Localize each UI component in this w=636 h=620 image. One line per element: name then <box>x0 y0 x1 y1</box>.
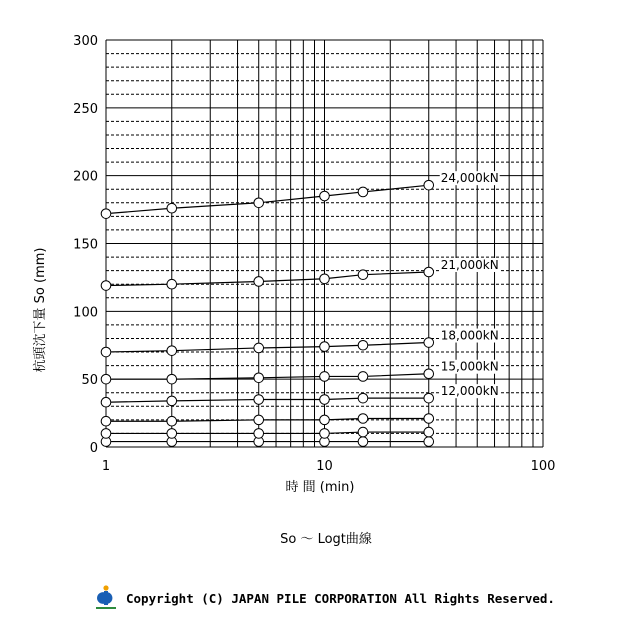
series-group <box>101 171 499 446</box>
series-line <box>106 419 429 422</box>
series-label: 15,000kN <box>440 359 499 374</box>
data-point <box>167 346 177 356</box>
data-point <box>358 437 368 447</box>
data-point <box>167 416 177 426</box>
data-point <box>358 340 368 350</box>
data-point <box>101 209 111 219</box>
chart-subtitle: So ～ Logt曲線 <box>280 532 372 547</box>
data-point <box>424 267 434 277</box>
data-point <box>424 338 434 348</box>
data-point <box>254 429 264 439</box>
data-point <box>424 180 434 190</box>
data-point <box>320 274 330 284</box>
data-point <box>254 373 264 383</box>
data-point <box>101 429 111 439</box>
data-point <box>254 415 264 425</box>
x-tick-label: 100 <box>530 459 556 474</box>
data-point <box>320 429 330 439</box>
data-point <box>167 374 177 384</box>
data-point <box>101 416 111 426</box>
data-point <box>167 429 177 439</box>
data-point <box>358 393 368 403</box>
jpc-logo-icon <box>94 585 118 611</box>
data-point <box>424 393 434 403</box>
footer <box>94 584 555 612</box>
data-point <box>101 347 111 357</box>
y-tick-label: 250 <box>73 101 98 117</box>
data-point <box>358 372 368 382</box>
data-point <box>101 374 111 384</box>
data-point <box>254 343 264 353</box>
data-point <box>358 414 368 424</box>
data-point <box>424 427 434 437</box>
copyright-text: Copyright (C) JAPAN PILE CORPORATION All Rights Reserved. <box>126 590 555 606</box>
data-point <box>424 369 434 379</box>
y-tick-label: 300 <box>73 34 98 49</box>
data-point <box>358 270 368 280</box>
data-point <box>320 395 330 405</box>
y-tick-label: 0 <box>89 441 98 456</box>
data-point <box>320 372 330 382</box>
data-point <box>101 397 111 407</box>
series-label: 18,000kN <box>440 328 499 343</box>
y-tick-label: 100 <box>73 305 98 321</box>
y-tick-label: 200 <box>73 169 98 185</box>
data-point <box>101 281 111 291</box>
series-label: 12,000kN <box>440 384 499 399</box>
series-line <box>106 343 429 352</box>
data-point <box>358 427 368 437</box>
x-axis-label: 時 間 (min) <box>285 480 355 495</box>
y-axis-label: 杭頭沈下量 So (mm) <box>33 247 48 373</box>
data-point <box>167 396 177 406</box>
data-point <box>254 198 264 208</box>
x-tick-label: 10 <box>316 459 333 474</box>
data-point <box>320 415 330 425</box>
series-label: 24,000kN <box>440 171 499 186</box>
x-axis-ticks <box>102 459 556 474</box>
data-point <box>167 279 177 289</box>
data-point <box>358 187 368 197</box>
data-point <box>424 414 434 424</box>
data-point <box>167 203 177 213</box>
y-axis-ticks <box>73 34 98 456</box>
series-line <box>106 272 429 286</box>
series-line <box>106 398 429 402</box>
series-line <box>106 374 429 379</box>
x-tick-label: 1 <box>101 459 111 474</box>
data-point <box>254 395 264 405</box>
data-point <box>320 342 330 352</box>
data-point <box>424 437 434 447</box>
y-tick-label: 150 <box>73 237 98 253</box>
data-point <box>254 277 264 287</box>
y-tick-label: 50 <box>81 373 98 389</box>
series-label: 21,000kN <box>440 257 499 272</box>
data-point <box>320 191 330 201</box>
series-line <box>106 432 429 433</box>
